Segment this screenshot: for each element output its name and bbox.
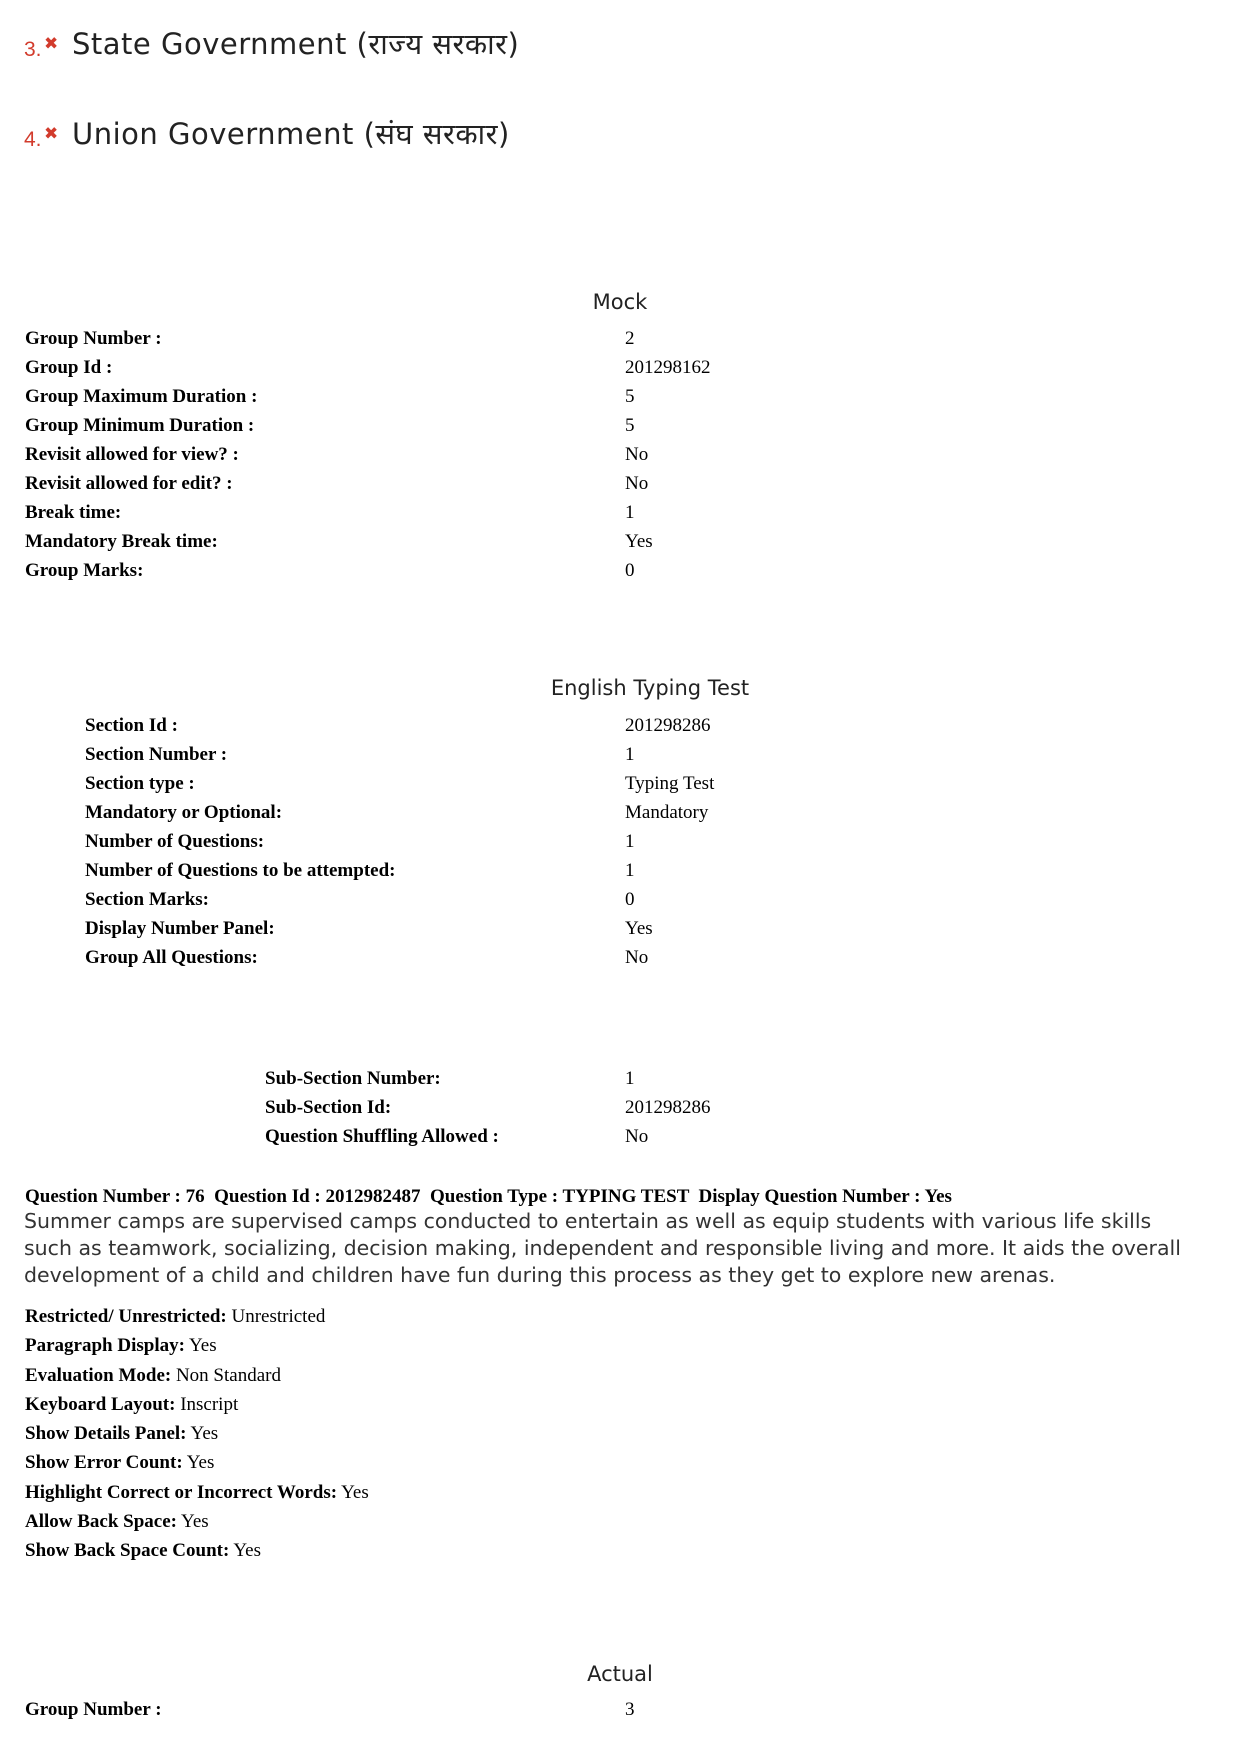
field-label: Group All Questions: xyxy=(85,947,258,968)
field-value: 1 xyxy=(625,831,635,852)
field-label: Mandatory Break time: xyxy=(25,531,218,552)
question-properties xyxy=(25,1302,369,1566)
table-row xyxy=(25,1695,1025,1724)
property-row xyxy=(25,1478,369,1507)
option-4 xyxy=(24,114,510,153)
table-row xyxy=(25,411,1025,440)
property-row xyxy=(25,1507,369,1536)
property-value: Yes xyxy=(341,1481,369,1503)
property-value: Yes xyxy=(186,1452,215,1474)
cross-icon: ✖ xyxy=(44,124,59,144)
property-label: Highlight Correct or Incorrect Words: xyxy=(25,1481,338,1503)
cross-icon: ✖ xyxy=(44,34,59,54)
table-row xyxy=(85,769,985,798)
field-value: 5 xyxy=(625,386,635,407)
group-info-table xyxy=(25,324,1025,585)
option-3 xyxy=(24,24,519,63)
table-row xyxy=(25,440,1025,469)
option-text: Union Government (संघ सरकार) xyxy=(72,117,510,151)
option-number: 3. xyxy=(24,38,42,61)
field-value: 1 xyxy=(625,744,635,765)
field-label: Group Maximum Duration : xyxy=(25,386,258,407)
property-row xyxy=(25,1536,369,1565)
field-label: Section Number : xyxy=(85,744,228,765)
field-value: 1 xyxy=(625,502,635,523)
field-label: Section Marks: xyxy=(85,889,210,910)
property-value: Yes xyxy=(181,1511,209,1533)
field-value: 201298162 xyxy=(625,357,711,378)
field-label: Mandatory or Optional: xyxy=(85,802,283,823)
table-row xyxy=(25,469,1025,498)
field-label: Display Number Panel: xyxy=(85,918,275,939)
table-row xyxy=(85,827,985,856)
property-value: Yes xyxy=(190,1423,219,1445)
table-row xyxy=(25,353,1025,382)
table-row xyxy=(85,740,985,769)
option-text: State Government (राज्य सरकार) xyxy=(72,27,520,61)
property-label: Evaluation Mode: xyxy=(25,1364,172,1386)
question-header: Question Number : 76 Question Id : 2012982487 Question Type : TYPING TEST Display Question Number : Yes xyxy=(25,1186,952,1207)
field-value: Yes xyxy=(625,918,653,939)
property-label: Allow Back Space: xyxy=(25,1511,177,1533)
field-value: 201298286 xyxy=(625,1097,711,1118)
property-label: Show Back Space Count: xyxy=(25,1540,230,1562)
table-row xyxy=(85,711,985,740)
table-row xyxy=(25,382,1025,411)
field-label: Number of Questions: xyxy=(85,831,265,852)
property-value: Yes xyxy=(233,1540,261,1562)
property-label: Restricted/ Unrestricted: xyxy=(25,1306,227,1327)
field-value: Typing Test xyxy=(625,773,715,794)
section-heading: English Typing Test xyxy=(550,676,750,700)
table-row xyxy=(25,324,1025,353)
actual-heading: Actual xyxy=(587,1662,653,1686)
property-label: Paragraph Display: xyxy=(25,1335,185,1357)
field-value: No xyxy=(625,947,649,968)
field-value: No xyxy=(625,1126,649,1147)
table-row xyxy=(265,1093,965,1122)
field-value: 201298286 xyxy=(625,715,711,736)
property-row xyxy=(25,1302,369,1331)
table-row xyxy=(85,798,985,827)
field-label: Group Number : xyxy=(25,328,162,349)
field-label: Break time: xyxy=(25,502,122,523)
property-label: Show Details Panel: xyxy=(25,1423,187,1445)
property-value: Non Standard xyxy=(175,1364,281,1386)
field-label: Revisit allowed for view? : xyxy=(25,444,239,465)
field-label: Sub-Section Id: xyxy=(265,1097,392,1118)
table-row xyxy=(265,1122,965,1151)
table-row xyxy=(25,556,1025,585)
field-value: 1 xyxy=(625,860,635,881)
field-value: Yes xyxy=(625,531,653,552)
property-value: Yes xyxy=(188,1335,217,1357)
field-value: 0 xyxy=(625,889,635,910)
property-row xyxy=(25,1331,369,1360)
mock-heading: Mock xyxy=(592,290,648,314)
property-row xyxy=(25,1448,369,1477)
field-label: Number of Questions to be attempted: xyxy=(85,860,396,881)
property-label: Keyboard Layout: xyxy=(25,1393,176,1415)
field-label: Section Id : xyxy=(85,715,178,736)
field-value: 2 xyxy=(625,328,635,349)
property-row xyxy=(25,1419,369,1448)
table-row xyxy=(25,527,1025,556)
section-info-table xyxy=(85,711,985,972)
field-label: Group Marks: xyxy=(25,560,144,581)
field-label: Question Shuffling Allowed : xyxy=(265,1126,499,1147)
table-row xyxy=(85,885,985,914)
field-value: No xyxy=(625,444,649,465)
field-value: 3 xyxy=(625,1699,635,1720)
field-label: Revisit allowed for edit? : xyxy=(25,473,233,494)
field-value: 0 xyxy=(625,560,635,581)
table-row xyxy=(85,943,985,972)
table-row xyxy=(85,914,985,943)
property-row xyxy=(25,1390,369,1419)
option-number: 4. xyxy=(24,128,42,151)
field-value: 5 xyxy=(625,415,635,436)
typing-paragraph: Summer camps are supervised camps conducted to entertain as well as equip students with various life skills such as teamwork, socializing, decision making, independent and responsible living and more. It aids the overall development of a child and children have fun during this process as they get to explore new arenas. xyxy=(24,1209,1181,1287)
table-row xyxy=(265,1064,965,1093)
table-row xyxy=(85,856,985,885)
field-label: Group Id : xyxy=(25,357,113,378)
property-row xyxy=(25,1361,369,1390)
field-value: 1 xyxy=(625,1068,635,1089)
field-label: Group Minimum Duration : xyxy=(25,415,255,436)
field-label: Sub-Section Number: xyxy=(265,1068,441,1089)
property-value: Unrestricted xyxy=(231,1306,326,1327)
table-row xyxy=(25,498,1025,527)
property-value: Inscript xyxy=(180,1393,239,1415)
field-value: No xyxy=(625,473,649,494)
property-label: Show Error Count: xyxy=(25,1452,183,1474)
actual-group-table xyxy=(25,1695,1025,1724)
subsection-info-table xyxy=(265,1064,965,1151)
field-label: Group Number : xyxy=(25,1699,162,1720)
field-label: Section type : xyxy=(85,773,195,794)
field-value: Mandatory xyxy=(625,802,709,823)
